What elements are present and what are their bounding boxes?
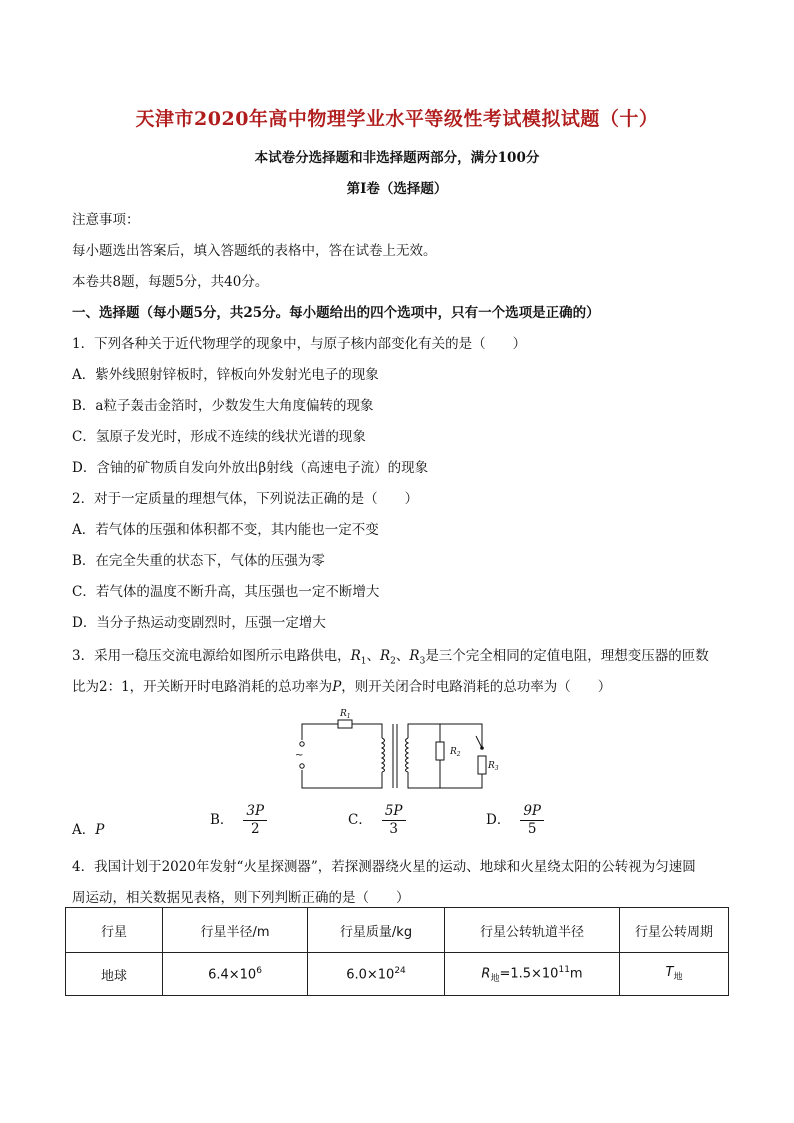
q3-stem-line-2: 比为2：1，开关断开时电路消耗的总功率为P，则开关闭合时电路消耗的总功率为（ ）: [72, 679, 612, 695]
q3-option-c: C． $\frac{5P}{3}$: [348, 803, 406, 838]
q1-option-d: D．含铀的矿物质自发向外放出β射线（高速电子流）的现象: [72, 460, 429, 476]
q2-option-a: A．若气体的压强和体积都不变，其内能也一定不变: [72, 522, 379, 538]
secondary-wire-top: [408, 724, 482, 748]
exam-subtitle: 本试卷分选择题和非选择题两部分，满分100分: [254, 150, 540, 166]
primary-wire-right: [352, 724, 382, 738]
q3-option-d: D． $\frac{9P}{5}$: [486, 803, 544, 838]
primary-coil: [382, 738, 385, 772]
page-title: 天津市2020年高中物理学业水平等级性考试模拟试题（十）: [135, 108, 659, 130]
notes-line-2: 本卷共8题，每题5分，共40分。: [72, 274, 269, 290]
header-cell: 行星质量/kg: [308, 908, 445, 953]
table-row: [66, 953, 729, 996]
circuit-diagram: [290, 702, 500, 810]
primary-wire-bottom: [302, 770, 382, 788]
fraction-3p-2: $\frac{3P}{2}$: [243, 803, 267, 838]
q4-stem-line-1: 4．我国计划于2020年发射“火星探测器”，若探测器绕火星的运动、地球和火星绕太阳的公转视为匀速圆: [72, 859, 696, 875]
switch-pivot: [481, 747, 484, 750]
q1-option-a: A．紫外线照射锌板时，锌板向外发射光电子的现象: [72, 367, 379, 383]
q2-option-d: D．当分子热运动变剧烈时，压强一定增大: [72, 615, 326, 631]
source-terminal-bottom: [300, 764, 304, 768]
label-r1: $R_1$: [340, 709, 351, 720]
q2-option-c: C．若气体的温度不断升高，其压强也一定不断增大: [72, 584, 380, 600]
header-cell: 行星半径/m: [163, 908, 308, 953]
notes-label: 注意事项：: [72, 212, 140, 228]
orbit-radius-cell: $R_地=1.5\times 10^{11}m$: [445, 953, 620, 996]
resistor-r2: [436, 742, 444, 760]
fraction-5p-3: $\frac{5P}{3}$: [382, 803, 406, 838]
q3-stem-line-1: 3．采用一稳压交流电源给如图所示电路供电，$R_1$、$R_2$、$R_3$是三个完全相同的定值电阻，理想变压器的匝数: [72, 648, 709, 667]
secondary-coil: [406, 738, 409, 772]
header-cell: 行星公转周期: [620, 908, 729, 953]
resistor-r1: [338, 720, 352, 728]
resistor-r3: [478, 756, 486, 774]
header-cell: 行星公转轨道半径: [445, 908, 620, 953]
header-cell: 行星: [66, 908, 163, 953]
planet-name-cell: 地球: [66, 953, 163, 996]
mass-cell: $6.0\times 10^{24}$: [308, 953, 445, 996]
switch-lever: [476, 736, 482, 748]
label-r3: $R_3$: [488, 761, 499, 772]
fraction-9p-5: $\frac{9P}{5}$: [520, 803, 544, 838]
period-cell: $T_地$: [620, 953, 729, 996]
q4-stem-line-2: 周运动，相关数据见表格，则下列判断正确的是（ ）: [72, 890, 410, 906]
q1-stem: 1．下列各种关于近代物理学的现象中，与原子核内部变化有关的是（ ）: [72, 336, 527, 352]
secondary-wire-bottom: [408, 772, 482, 788]
label-r2: $R_2$: [450, 747, 461, 758]
q1-option-b: B．a粒子轰击金箔时，少数发生大角度偏转的现象: [72, 398, 374, 414]
part1-heading: 一、选择题（每小题5分，共25分。每小题给出的四个选项中，只有一个选项是正确的）: [72, 305, 600, 321]
planet-data-table: [65, 907, 729, 996]
ac-source-symbol: ~: [295, 750, 304, 761]
primary-wire-top: [302, 724, 338, 740]
notes-line-1: 每小题选出答案后，填入答题纸的表格中，答在试卷上无效。: [72, 243, 437, 259]
q2-stem: 2．对于一定质量的理想气体，下列说法正确的是（ ）: [72, 491, 419, 507]
q3-option-a: A．P: [72, 822, 105, 838]
q2-option-b: B．在完全失重的状态下，气体的压强为零: [72, 553, 325, 569]
q3-option-b: B． $\frac{3P}{2}$: [210, 803, 267, 838]
source-terminal-top: [300, 742, 304, 746]
section-heading: 第Ⅰ卷（选择题）: [346, 181, 448, 197]
q1-option-c: C．氢原子发光时，形成不连续的线状光谱的现象: [72, 429, 366, 445]
radius-cell: $6.4\times 10^6$: [163, 953, 308, 996]
table-header-row: [66, 908, 729, 953]
